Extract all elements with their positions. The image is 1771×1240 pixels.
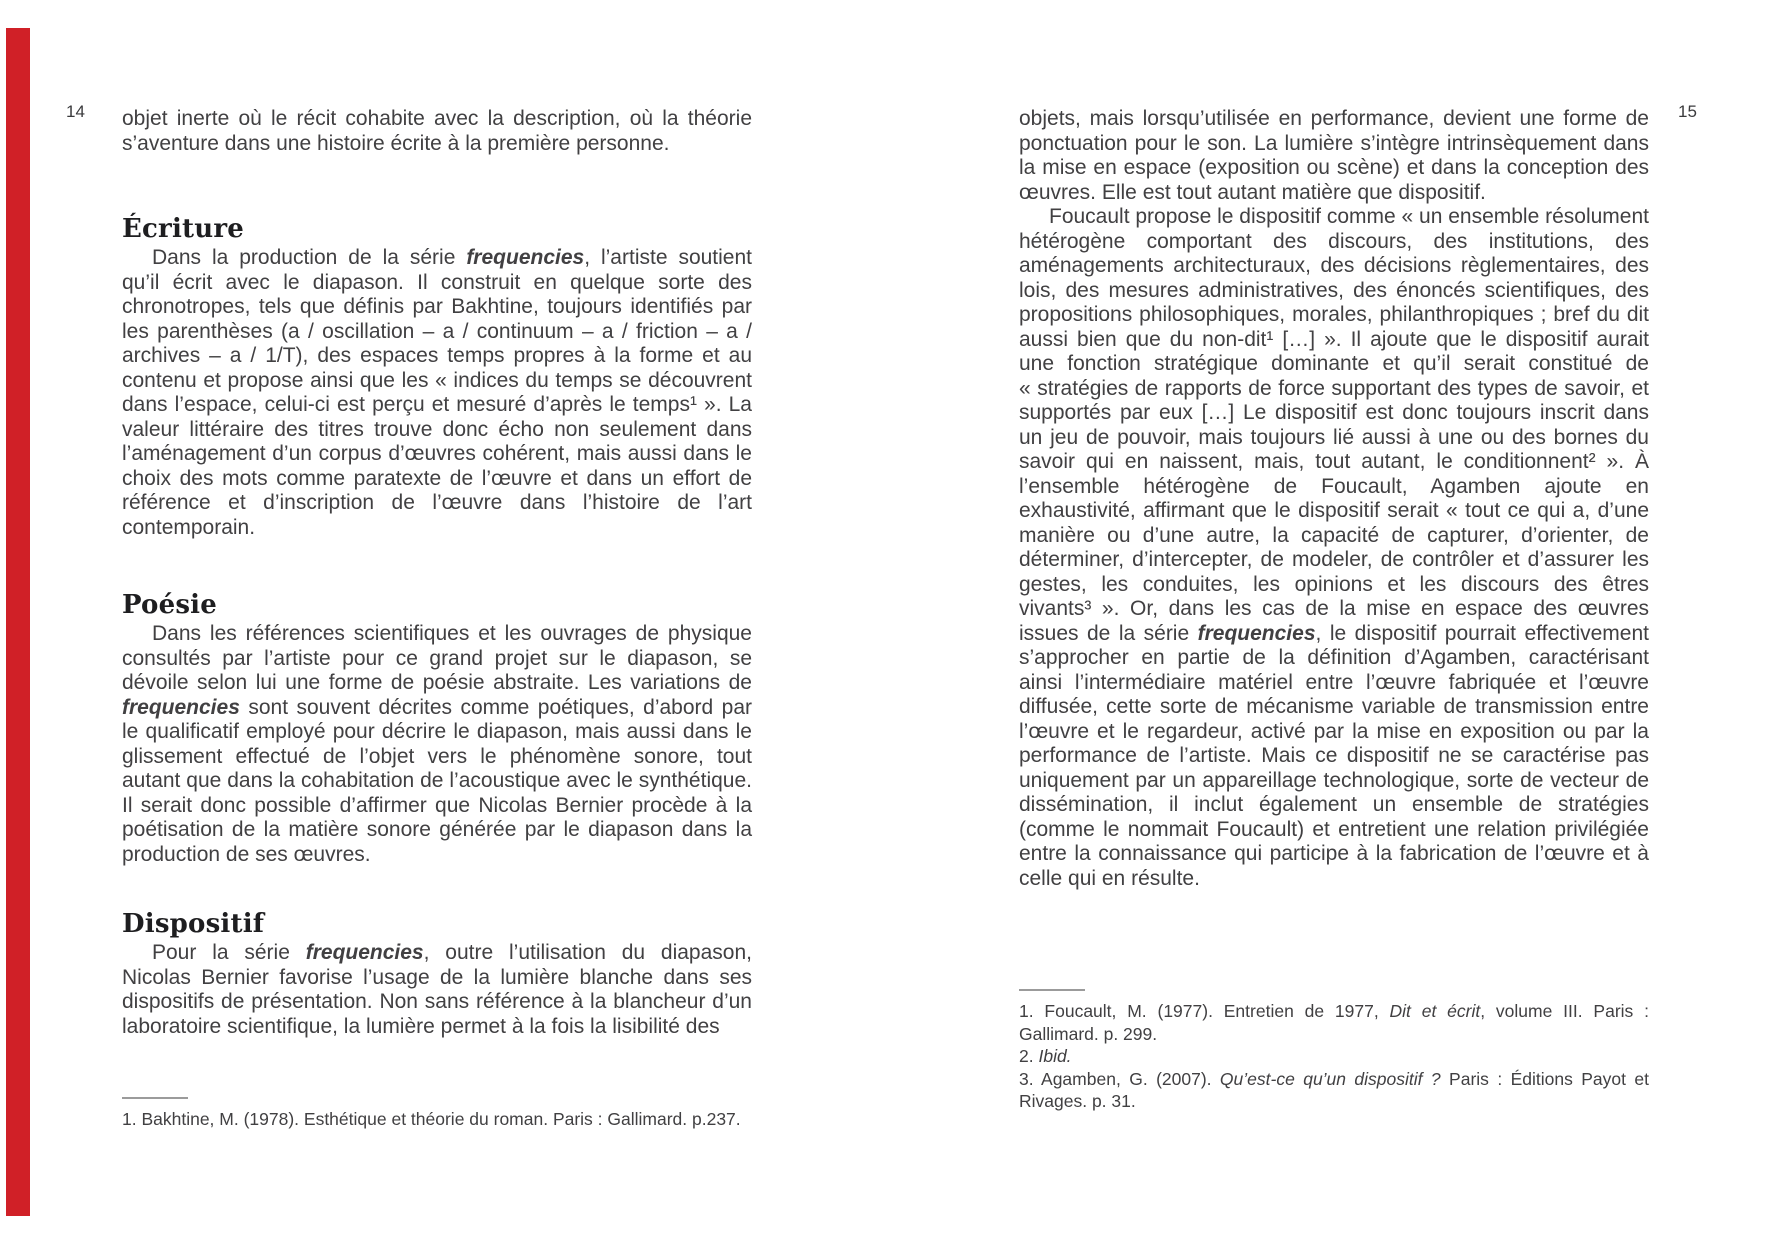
section-paragraph-poesie: Dans les références scientifiques et les ouvrages de physique consultés par l’artiste pour ce grand projet sur le diapason, se dévoile selon lui une forme de poésie abstraite. Les variations de frequencies sont souvent décrites comme poétiques, d’abord par le qualificatif employé pour décrire le diapason, mais aussi dans le glissement effectué de l’objet vers le phénomène sonore, tout autant que dans la cohabitation de l’acoustique avec le synthétique. Il serait donc possible d’affirmer que Nicolas Bernier procède à la poétisation de la matière sonore générée par le diapason dans la production de ses œuvres. — [122, 622, 752, 866]
left-intro-paragraph: objet inerte où le récit cohabite avec la description, où la théorie s’aventure dans une histoire écrite à la première personne. — [122, 107, 752, 155]
section-heading-poesie: Poésie — [122, 590, 217, 620]
right-footnotes — [1019, 989, 1649, 1113]
footnote-agamben: 3. Agamben, G. (2007). Qu’est-ce qu’un dispositif ? Paris : Éditions Payot et Rivages. p. 31. — [1019, 1068, 1649, 1111]
red-edge-band — [6, 28, 30, 1216]
right-continuation-paragraph: objets, mais lorsqu’utilisée en performance, devient une forme de ponctuation pour le son. La lumière s’intègre intrinsèquement dans la mise en espace (exposition ou scène) et dans la conception des œuvres. Elle est tout autant matière que dispositif. — [1019, 107, 1649, 204]
footnote-foucault: 1. Foucault, M. (1977). Entretien de 1977, Dit et écrit, volume III. Paris : Gallimard. p. 299. — [1019, 1001, 1649, 1044]
page-number-right: 15 — [1678, 102, 1697, 121]
section-paragraph-ecriture: Dans la production de la série frequencies, l’artiste soutient qu’il écrit avec le diapason. Il construit en quelque sorte des chronotropes, tels que définis par Bakhtine, toujours identifiés par les parenthèses (a / oscillation – a / continuum – a / friction – a / archives – a / 1/T), des espaces temps propres à la forme et au contenu et propose ainsi que les « indices du temps se découvrent dans l’espace, celui-ci est perçu et mesuré d’après le temps¹ ». La valeur littéraire des titres trouve donc écho non seulement dans l’aménagement d’un corpus d’œuvres cohérent, mais aussi dans le choix des mots comme paratexte de l’œuvre et dans un effort de référence et d’inscription de l’œuvre dans l’histoire de l’art contemporain. — [122, 246, 752, 539]
section-heading-ecriture: Écriture — [122, 214, 244, 244]
page-number-left: 14 — [66, 102, 85, 121]
right-page-text-column — [1019, 107, 1649, 1113]
footnote-bakhtine: 1. Bakhtine, M. (1978). Esthétique et théorie du roman. Paris : Gallimard. p.237. — [122, 1109, 741, 1129]
footnote-rule — [1019, 989, 1085, 991]
footnote-ibid: 2. Ibid. — [1019, 1046, 1072, 1066]
left-page-text-column — [122, 107, 752, 1131]
section-heading-dispositif: Dispositif — [122, 909, 265, 939]
left-footnotes — [122, 1097, 752, 1131]
footnote-rule — [122, 1097, 188, 1099]
section-paragraph-dispositif: Pour la série frequencies, outre l’utilisation du diapason, Nicolas Bernier favorise l’usage de la lumière blanche dans ses dispositifs de présentation. Non sans référence à la blancheur d’un laboratoire scientifique, la lumière permet à la fois la lisibilité des — [122, 941, 752, 1038]
right-foucault-paragraph: Foucault propose le dispositif comme « un ensemble résolument hétérogène comportant des discours, des institutions, des aménagements architecturaux, des décisions règlementaires, des lois, des mesures administratives, des énoncés scientifiques, des propositions philosophiques, morales, philanthropiques ; bref du dit aussi bien que du non-dit¹ […] ». Il ajoute que le dispositif aurait une fonction stratégique dominante et qu’il serait constitué de « stratégies de rapports de force supportant des types de savoir, et supportés par eux […] Le dispositif est donc toujours inscrit dans un jeu de pouvoir, mais toujours lié aussi à une ou des bornes du savoir qui en naissent, mais, tout autant, le conditionnent² ». À l’ensemble hétérogène de Foucault, Agamben ajoute en exhaustivité, affirmant que le dispositif serait « tout ce qui a, d’une manière ou d’une autre, la capacité de capturer, d’orienter, de déterminer, d’intercepter, de modeler, de contrôler et d’assurer les gestes, les conduites, les opinions et les discours des êtres vivants³ ». Or, dans les cas de la mise en espace des œuvres issues de la série frequencies, le dispositif pourrait effectivement s’approcher en partie de la définition d’Agamben, caractérisant ainsi l’intermédiaire matériel entre l’œuvre fabriquée et l’œuvre diffusée, cette sorte de mécanisme variable de transmission entre l’œuvre et le regardeur, activé par la mise en exposition ou par la performance de l’artiste. Mais ce dispositif ne se caractérise pas uniquement par un appareillage technologique, sorte de vecteur de dissémination, il inclut également un ensemble de stratégies (comme le nommait Foucault) et entretient une relation privilégiée entre la connaissance qui participe à la fabrication de l’œuvre et à celle qui en résulte. — [1019, 205, 1649, 890]
